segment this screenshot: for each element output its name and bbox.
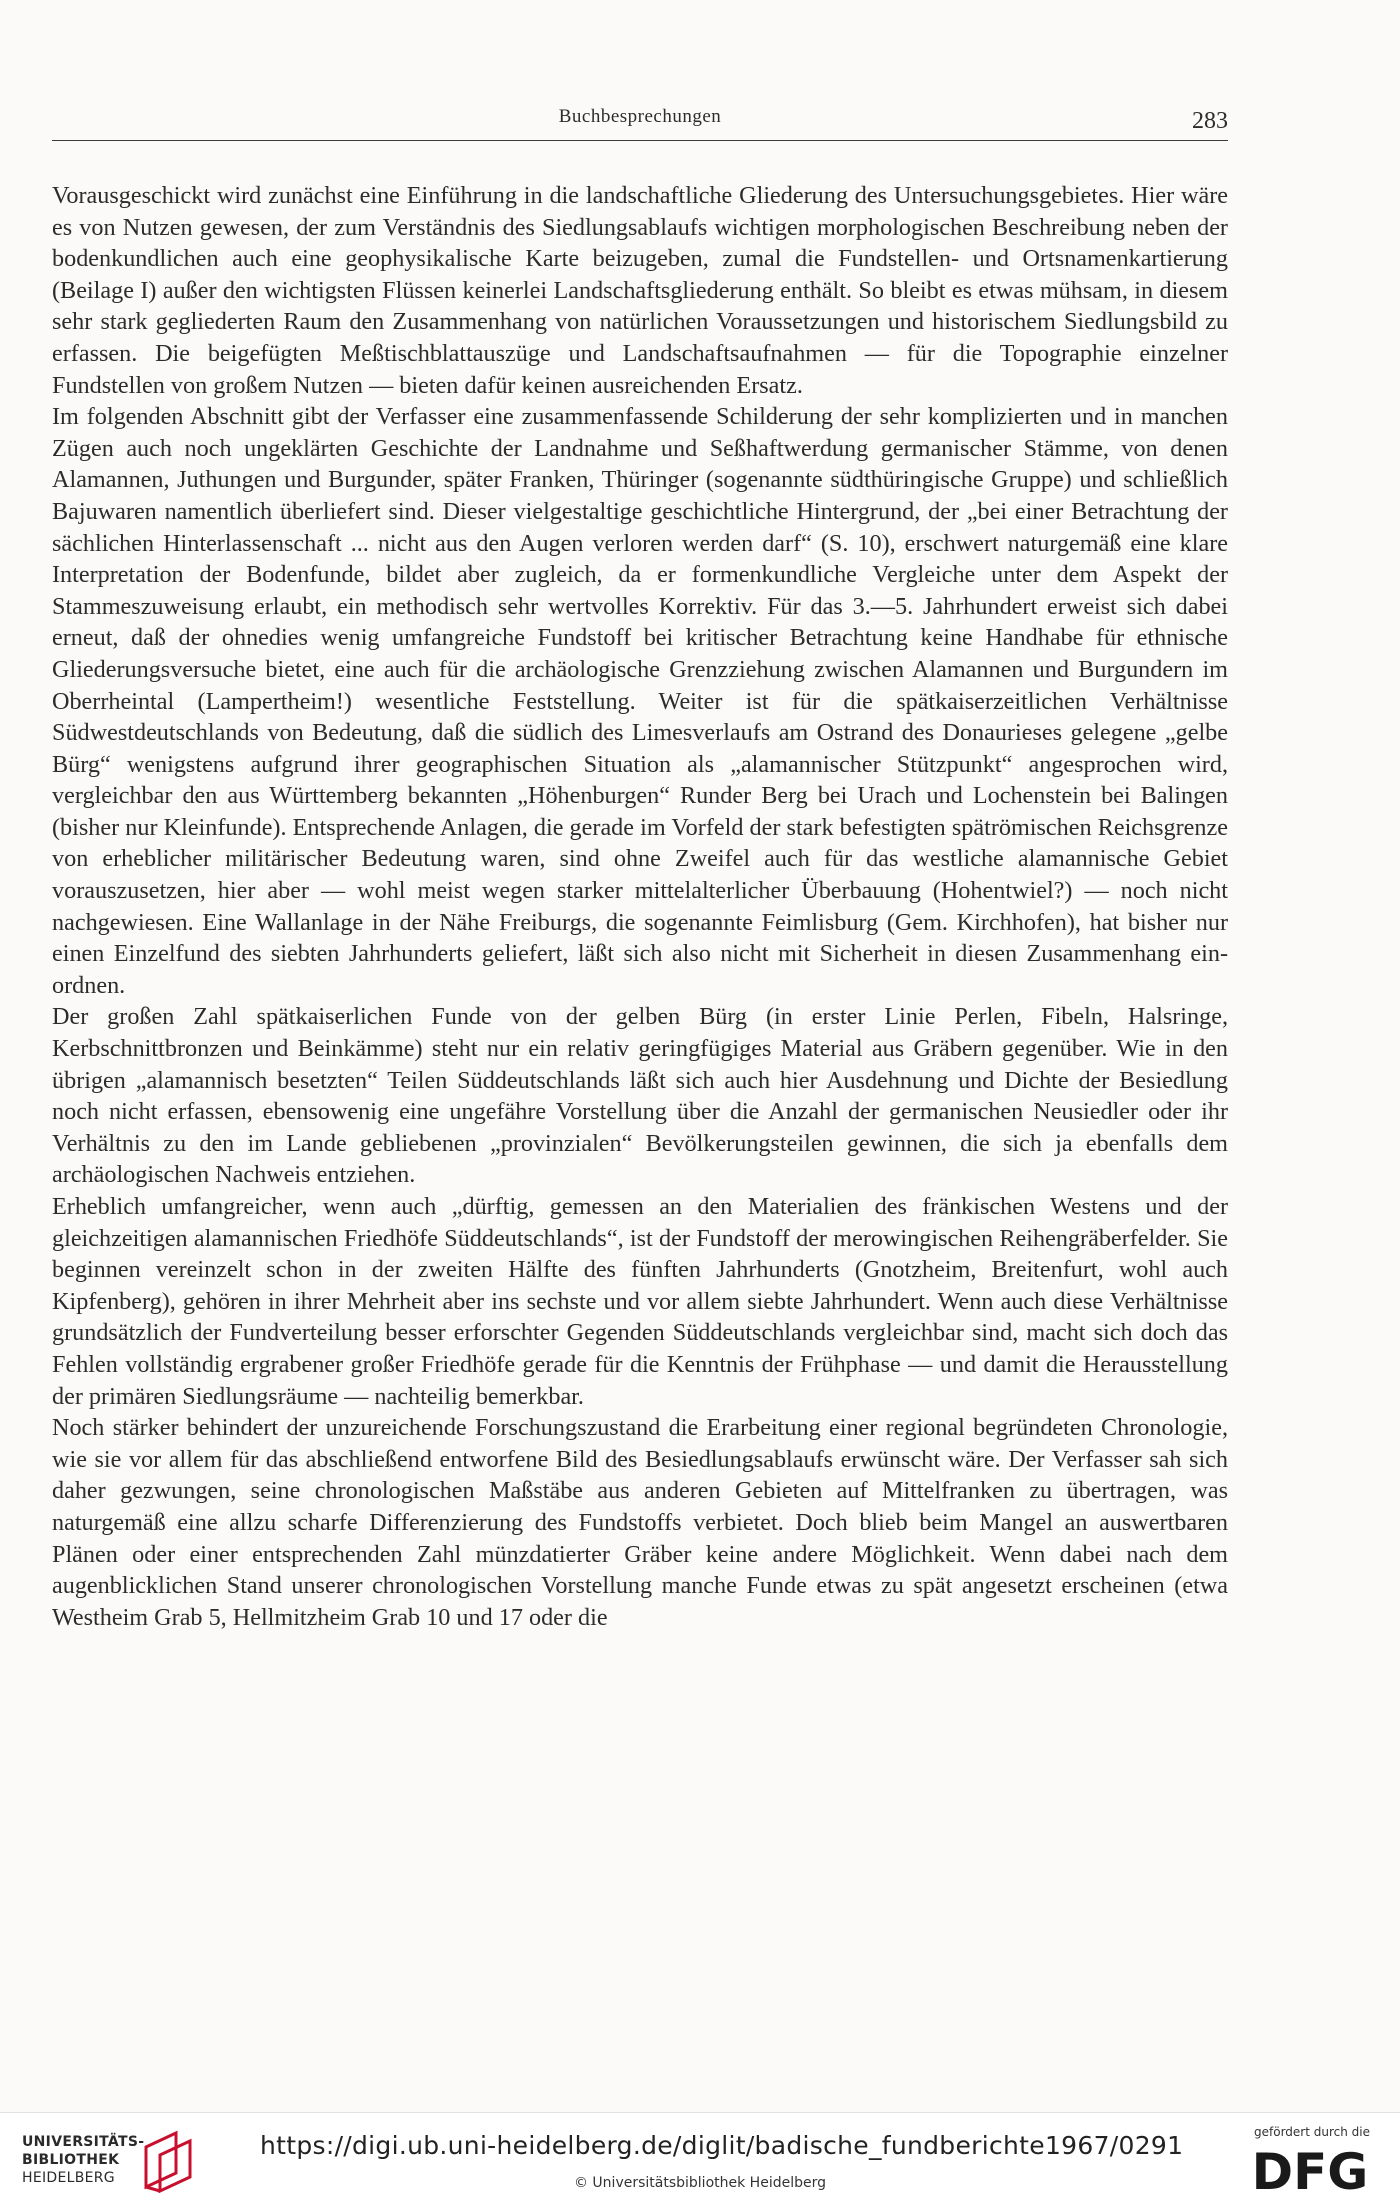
paragraph: Noch stärker behindert der unzureichende Forschungszustand die Erarbeitung einer regional begründeten Chronologie, wie sie vor allem für das abschließend entworfene Bild des Besiedlungsablaufs erwünscht wäre. Der Verfasser sah sich daher gezwungen, seine chronologischen Maßstäbe aus anderen Gebieten auf Mittelfranken zu übertragen, was naturgemäß eine allzu scharfe Differenzierung des Fundstoffs verbietet. Doch blieb beim Mangel an auswertbaren Plänen oder einer entsprechenden Zahl münzdatierter Gräber keine andere Möglichkeit. Wenn dabei nach dem augenblicklichen Stand unserer chronologischen Vorstellung manche Funde etwas zu spät angesetzt erscheinen (etwa Westheim Grab 5, Hellmitzheim Grab 10 und 17 oder die	[52, 1414, 1228, 1631]
paragraph: Der großen Zahl spätkaiserlichen Funde von der gelben Bürg (in erster Linie Perlen, Fibeln, Halsringe, Kerbschnittbronzen und Beinkämme) steht nur ein relativ geringfügiges Material aus Gräbern gegenüber. Wie in den übrigen „alamannisch besetzten“ Teilen Süddeutschlands läßt sich auch hier Ausdehnung und Dichte der Besiedlung noch nicht erfassen, ebensowenig eine ungefähre Vorstellung über die Anzahl der germanischen Neusiedler oder ihr Verhältnis zu den im Lande gebliebenen „provinzialen“ Bevölkerungsteilen gewinnen, die sich ja ebenfalls dem archäologischen Nachweis entziehen.	[52, 1003, 1228, 1189]
paragraph: Erheblich umfangreicher, wenn auch „dürftig, gemessen an den Materialien des fränkischen Westens und der gleichzeitigen alamannischen Friedhöfe Süddeutschlands“, ist der Fundstoff der merowingischen Reihengräberfelder. Sie beginnen vereinzelt schon in der zweiten Hälfte des fünften Jahrhunderts (Gnotzheim, Breitenfurt, wohl auch Kipfenberg), gehören in ihrer Mehrheit aber ins sechste und vor allem siebte Jahrhundert. Wenn auch diese Verhältnisse grundsätzlich der Fundverteilung besser erforschter Gegenden Süddeutschlands vergleichbar sind, macht sich doch das Fehlen vollständig ergrabener großer Friedhöfe gerade für die Kenntnis der Frühphase — und damit die Herausstellung der primären Siedlungsräume — nachteilig bemerkbar.	[52, 1193, 1228, 1410]
running-head	[52, 104, 1228, 141]
funded-by-label: gefördert durch die	[1254, 2125, 1370, 2139]
permalink-url[interactable]: https://digi.ub.uni-heidelberg.de/diglit/badische_fundberichte1967/0291	[260, 2131, 1184, 2160]
paragraph: Im folgenden Abschnitt gibt der Verfasser eine zusammenfassende Schilderung der sehr komplizierten und in manchen Zügen auch noch ungeklärten Geschichte der Landnahme und Seßhaftwerdung germanischer Stämme, von denen Alamannen, Juthungen und Burgunder, später Franken, Thüringer (sogenannte südthüringische Gruppe) und schließlich Bajuwaren namentlich überliefert sind. Dieser vielgestaltige geschichtliche Hintergrund, der „bei einer Betrachtung der sächlichen Hinterlassenschaft ... nicht aus den Augen verloren werden darf“ (S. 10), erschwert naturgemäß eine klare Interpretation der Bodenfunde, bildet aber zugleich, da er formenkundliche Vergleiche unter dem Aspekt der Stammeszuweisung erlaubt, ein methodisch sehr wertvolles Korrektiv. Für das 3.—5. Jahrhundert erweist sich dabei erneut, daß der ohnedies wenig umfangreiche Fundstoff bei kritischer Betrachtung keine Handhabe für ethnische Gliederungsversuche bietet, eine auch für die archäologische Grenzziehung zwischen Alamannen und Burgundern im Oberrheintal (Lampertheim!) wesentliche Feststellung. Weiter ist für die spätkaiserzeitlichen Verhältnisse Südwestdeutschlands von Bedeutung, daß die südlich des Limesverlaufs am Ostrand des Donaurieses gelegene „gelbe Bürg“ wenigstens aufgrund ihrer geographischen Situation als „alamannischer Stützpunkt“ angesprochen wird, vergleichbar den aus Württemberg bekannten „Höhenburgen“ Runder Berg bei Urach und Lochenstein bei Balingen (bisher nur Kleinfunde). Entsprechende Anlagen, die gerade im Vorfeld der stark befestigten spätrömischen Reichsgrenze von erheblicher militärischer Bedeutung waren, sind ohne Zweifel auch für das westliche alamannische Gebiet vorauszusetzen, hier aber — wohl meist wegen starker mittelalterlicher Überbauung (Hohentwiel?) — noch nicht nachgewiesen. Eine Wallanlage in der Nähe Freiburgs, die sogenannte Feimlisburg (Gem. Kirchhofen), hat bisher nur einen Einzelfund des siebten Jahrhunderts geliefert, läßt sich also nicht mit Sicherheit in diesen Zusammenhang einordnen.	[52, 403, 1228, 999]
dfg-logo	[1242, 2143, 1378, 2197]
paragraph: Vorausgeschickt wird zunächst eine Einführung in die landschaftliche Gliederung des Untersuchungsgebietes. Hier wäre es von Nutzen gewesen, der zum Verständnis des Siedlungsablaufs wichtigen morphologischen Beschreibung neben der bodenkundlichen auch eine geophysikalische Karte beizugeben, zumal die Fundstellen- und Ortsnamenkartierung (Beilage I) außer den wichtigsten Flüssen keinerlei Landschaftsgliederung enthält. So bleibt es etwas mühsam, in diesem sehr stark gegliederten Raum den Zusammenhang von natürlichen Voraussetzungen und historischem Siedlungsbild zu erfassen. Die beigefügten Meßtischblattauszüge und Landschaftsaufnahmen — für die Topographie einzelner Fundstellen von großem Nutzen — bieten dafür keinen ausreichenden Ersatz.	[52, 182, 1228, 399]
copyright-notice: © Universitätsbibliothek Heidelberg	[573, 2175, 826, 2191]
running-title: Buchbesprechungen	[558, 106, 722, 127]
library-name-line: HEIDELBERG	[22, 2170, 115, 2186]
body-text	[52, 180, 1228, 1633]
viewer-footer	[0, 2112, 1400, 2206]
dfg-logo-text: DFG	[1251, 2143, 1369, 2197]
library-name-line: BIBLIOTHEK	[22, 2152, 120, 2168]
library-name-line: UNIVERSITÄTS-	[22, 2134, 145, 2150]
page-number: 283	[1192, 108, 1228, 134]
